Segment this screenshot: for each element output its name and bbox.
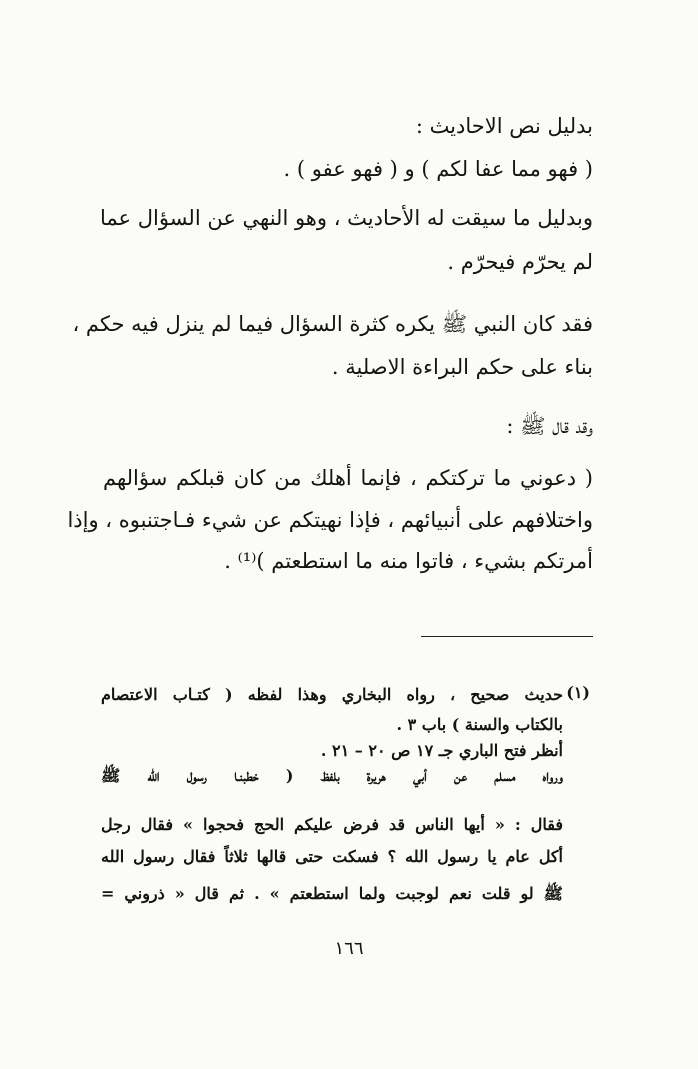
footnote-line-2: بالكتاب والسنة ) باب ٣ . bbox=[396, 715, 563, 734]
footnote-number: (١) bbox=[566, 683, 590, 702]
body-line-2: ( فهو مما عفا لكم ) و ( فهو عفو ) . bbox=[283, 157, 593, 181]
body-line-10: أمرتكم بشيء ، فاتوا منه ما استطعتم )⁽¹⁾ . bbox=[224, 549, 593, 573]
footnote-line-7: ﷺ لو قلت نعم لوجبت ولما استطعتم » . ثم قال « ذروني = bbox=[101, 884, 564, 903]
footnote-line-1: حديث صحيح ، رواه البخاري وهذا لفظه ( كتـاب الاعتصام bbox=[101, 685, 564, 704]
body-line-6: بناء على حكم البراءة الاصلية . bbox=[331, 355, 593, 379]
body-line-4: لم يحرّم فيحرّم . bbox=[447, 250, 593, 274]
body-line-9: واختلافهم على أنبيائهم ، فإذا نهيتكم عن شيء فـاجتنبوه ، وإذا bbox=[67, 508, 593, 532]
page-number: ١٦٦ bbox=[334, 938, 364, 959]
body-line-7: وقد قال ﷺ : bbox=[506, 414, 593, 438]
footnote-line-3: أنظر فتح الباري جـ ١٧ ص ٢٠ – ٢١ . bbox=[320, 741, 563, 760]
body-line-8: ( دعوني ما تركتكم ، فإنما أهلك من كان قبلكم سؤالهم bbox=[103, 466, 593, 490]
footnote-separator bbox=[421, 636, 593, 637]
body-line-3: وبدليل ما سيقت له الأحاديث ، وهو النهي عن السؤال عما bbox=[100, 206, 593, 230]
footnote-line-5: فقال : « أيها الناس قد فرض عليكم الحج فحجوا » فقال رجل bbox=[101, 815, 563, 834]
body-line-5: فقد كان النبي ﷺ يكره كثرة السؤال فيما لم ينزل فيه حكم ، bbox=[72, 312, 593, 336]
footnote-line-6: أكل عام يا رسول الله ؟ فسكت حتى قالها ثلاثاً فقال رسول الله bbox=[101, 847, 563, 866]
footnote-line-4: ورواه مسلم عن أبي هريرة بلفظ ( خطبنـا رسول الله ﷺ bbox=[101, 766, 563, 785]
body-line-1: بدليل نص الاحاديث : bbox=[415, 114, 593, 138]
